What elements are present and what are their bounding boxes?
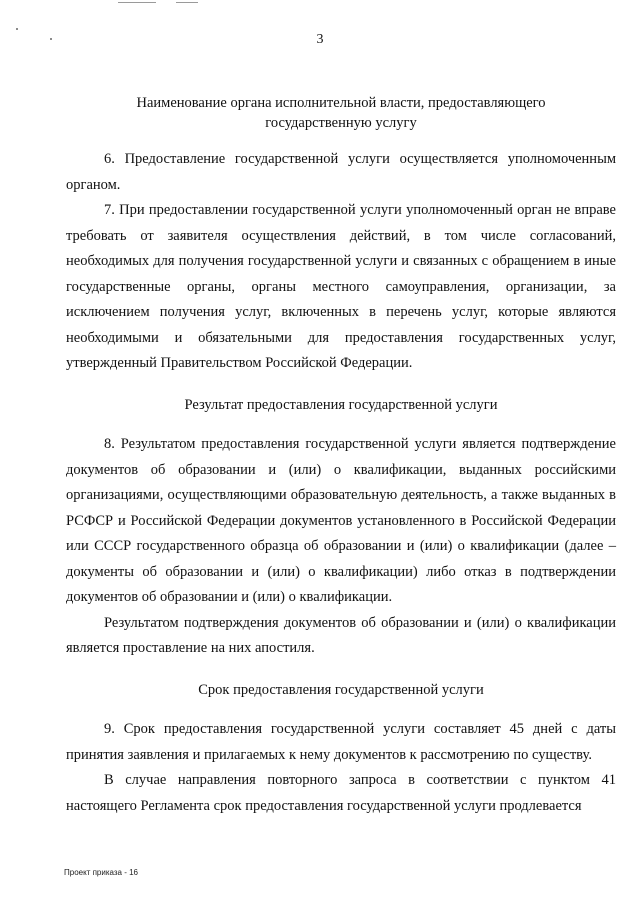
paragraph-6: 6. Предоставление государственной услуги осуществляется уполномоченным органом. <box>66 151 616 193</box>
section-heading-result: Результат предоставления государственной услуги <box>184 396 498 413</box>
document-body <box>66 93 616 819</box>
scan-speck <box>16 28 18 30</box>
paragraph-7: 7. При предоставлении государственной услуги уполномоченный орган не вправе требовать от заявителя осуществления действий, в том числе согласований, необходимых для получения государственной услуги и связанных с обращением в иные государственные органы, органы местного самоуправления, организации, за исключением получения услуг, включенных в перечень услуг, которые являются необходимыми и обязательными для предоставления государственных услуг, утвержденный Правительством Российской Федерации. <box>66 202 616 371</box>
scan-artifact-line <box>176 2 198 3</box>
page-number: 3 <box>316 32 324 47</box>
paragraph-9: 9. Срок предоставления государственной услуги составляет 45 дней с даты принятия заявления и прилагаемых к нему документов к рассмотрению по существу. <box>66 721 616 763</box>
scan-artifact-line <box>118 2 156 3</box>
paragraph-9-extension: В случае направления повторного запроса в соответствии с пунктом 41 настоящего Регламента срок предоставления государственной услуги продлевается <box>66 772 616 814</box>
paragraph-8: 8. Результатом предоставления государственной услуги является подтверждение документов об образовании и (или) о квалификации, выданных российскими организациями, осуществляющими образовательную деятельность, а также выданных в РСФСР и Российской Федерации документов установленного в Российской Федерации или СССР государственного образца об образовании и (или) о квалификации (далее – документы об образовании и (или) о квалификации) либо отказ в подтверждении документов об образовании и (или) о квалификации. <box>66 436 616 605</box>
paragraph-8-apostille: Результатом подтверждения документов об образовании и (или) о квалификации является проставление на них апостиля. <box>66 614 616 656</box>
section-heading-term: Срок предоставления государственной услуги <box>198 681 484 698</box>
section-heading-authority: Наименование органа исполнительной власти, предоставляющего государственную услугу <box>136 95 546 131</box>
footer-draft-label: Проект приказа - 16 <box>64 868 138 877</box>
